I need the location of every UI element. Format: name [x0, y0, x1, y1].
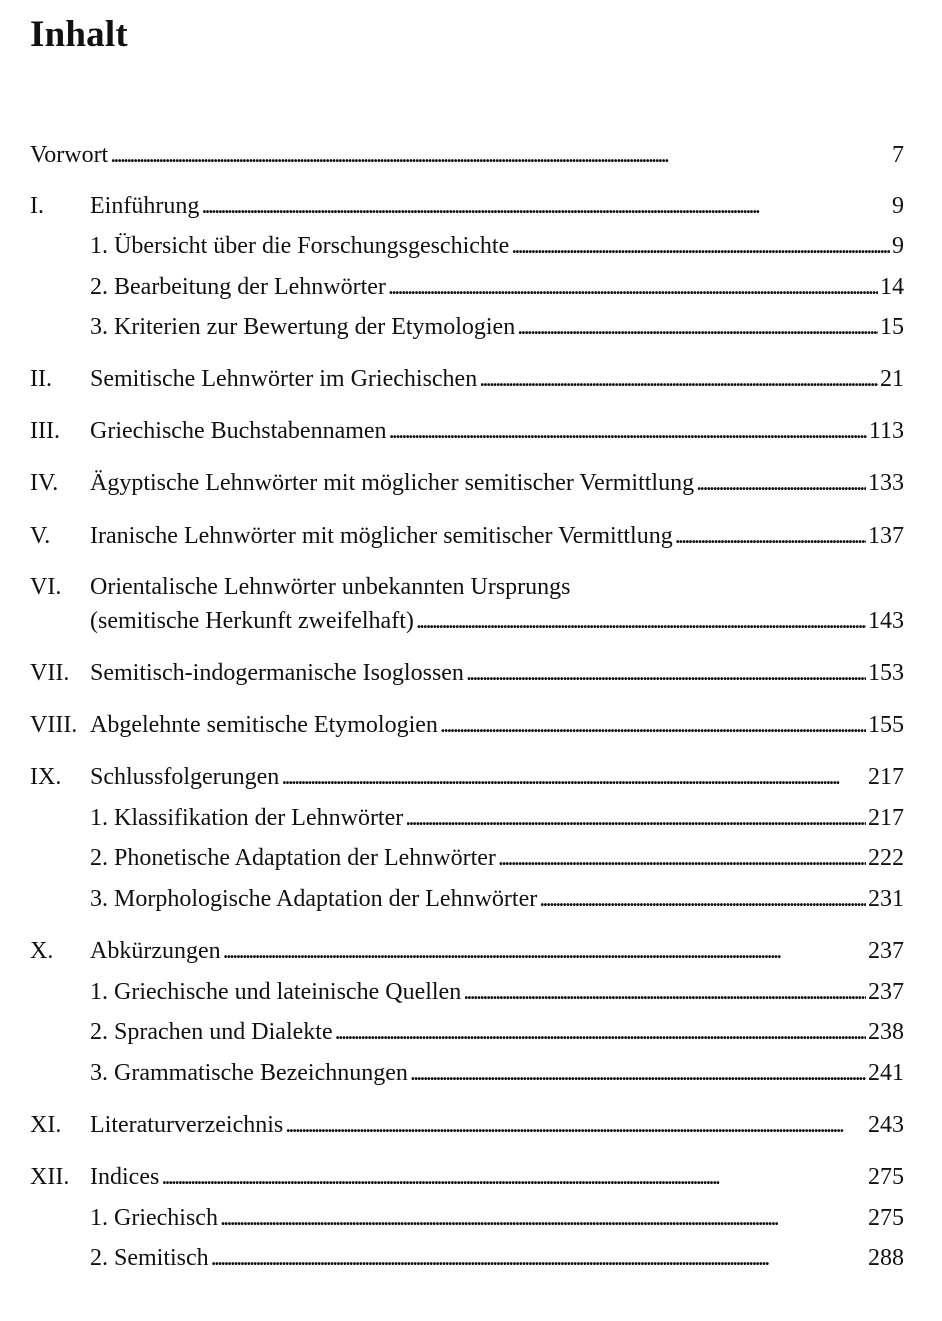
toc-page-number: 9	[892, 233, 904, 259]
toc-entry-chapter-6-line-1[interactable]	[30, 570, 904, 604]
toc-entry-section-9-3[interactable]	[30, 882, 904, 916]
toc-page-number: 7	[892, 142, 904, 168]
chapter-number: VI.	[30, 574, 62, 600]
toc-entry-label: Abgelehnte semitische Etymologien	[90, 712, 438, 738]
toc-entry-vorwort[interactable]	[30, 138, 904, 172]
toc-entry-label: Schlussfolgerungen	[90, 764, 280, 790]
dot-leader	[405, 801, 866, 835]
chapter-number: II.	[30, 366, 52, 392]
toc-entry-chapter-4[interactable]	[30, 466, 904, 500]
dot-leader	[223, 934, 866, 968]
chapter-number: IV.	[30, 470, 59, 496]
toc-entry-label: (semitische Herkunft zweifelhaft)	[90, 608, 414, 634]
chapter-number: XI.	[30, 1112, 62, 1138]
chapter-number: IX.	[30, 764, 62, 790]
dot-leader	[440, 708, 866, 742]
toc-entry-chapter-2[interactable]	[30, 362, 904, 396]
toc-entry-chapter-12[interactable]	[30, 1160, 904, 1194]
chapter-number: VII.	[30, 660, 70, 686]
toc-entry-label: 3. Kriterien zur Bewertung der Etymologien	[90, 314, 516, 340]
toc-entry-section-10-2[interactable]	[30, 1015, 904, 1049]
toc-entry-label: 1. Übersicht über die Forschungsgeschichte	[90, 233, 510, 259]
toc-entry-section-9-2[interactable]	[30, 841, 904, 875]
dot-leader	[389, 414, 867, 448]
chapter-number: V.	[30, 523, 51, 549]
toc-entry-chapter-7[interactable]	[30, 656, 904, 690]
table-of-contents	[30, 0, 904, 1321]
toc-entry-label: Griechische Buchstabennamen	[90, 418, 387, 444]
dot-leader	[211, 1241, 866, 1275]
dot-leader	[281, 760, 866, 794]
toc-entry-chapter-6[interactable]	[30, 604, 904, 638]
page-title: Inhalt	[30, 14, 128, 55]
toc-page-number: 222	[868, 845, 904, 871]
toc-entry-chapter-10[interactable]	[30, 934, 904, 968]
toc-page-number: 241	[868, 1060, 904, 1086]
toc-page-number: 14	[880, 274, 904, 300]
toc-page-number: 237	[868, 938, 904, 964]
dot-leader	[110, 138, 890, 172]
dot-leader	[479, 362, 878, 396]
toc-entry-label: Indices	[90, 1164, 160, 1190]
toc-entry-label: 1. Griechisch	[90, 1205, 218, 1231]
toc-page-number: 155	[868, 712, 904, 738]
toc-page-number: 237	[868, 979, 904, 1005]
toc-page-number: 275	[868, 1205, 904, 1231]
dot-leader	[220, 1201, 866, 1235]
toc-entry-chapter-5[interactable]	[30, 519, 904, 553]
dot-leader	[161, 1160, 866, 1194]
toc-entry-label: 2. Bearbeitung der Lehnwörter	[90, 274, 386, 300]
dot-leader	[201, 189, 890, 223]
dot-leader	[463, 975, 866, 1009]
toc-entry-label: Ägyptische Lehnwörter mit möglicher semitischer Vermittlung	[90, 470, 695, 496]
toc-entry-label: Literaturverzeichnis	[90, 1112, 284, 1138]
chapter-number: XII.	[30, 1164, 70, 1190]
toc-page-number: 288	[868, 1245, 904, 1271]
toc-entry-label: 2. Phonetische Adaptation der Lehnwörter	[90, 845, 496, 871]
dot-leader	[335, 1015, 866, 1049]
toc-page-number: 275	[868, 1164, 904, 1190]
dot-leader	[498, 841, 866, 875]
toc-entry-chapter-9[interactable]	[30, 760, 904, 794]
toc-entry-section-9-1[interactable]	[30, 801, 904, 835]
chapter-number: I.	[30, 193, 44, 219]
dot-leader	[675, 519, 866, 553]
toc-page-number: 113	[868, 418, 904, 444]
toc-entry-label: 2. Sprachen und Dialekte	[90, 1019, 333, 1045]
toc-entry-section-12-1[interactable]	[30, 1201, 904, 1235]
dot-leader	[410, 1056, 866, 1090]
toc-page-number: 217	[868, 805, 904, 831]
dot-leader	[511, 229, 890, 263]
toc-entry-section-1-2[interactable]	[30, 270, 904, 304]
toc-entry-chapter-3[interactable]	[30, 414, 904, 448]
toc-page-number: 137	[868, 523, 904, 549]
toc-page-number: 231	[868, 886, 904, 912]
toc-page-number: 9	[892, 193, 904, 219]
toc-entry-label: Einführung	[90, 193, 200, 219]
dot-leader	[416, 604, 866, 638]
toc-page-number: 133	[868, 470, 904, 496]
toc-entry-label: Abkürzungen	[90, 938, 221, 964]
toc-page-number: 217	[868, 764, 904, 790]
toc-entry-label: Iranische Lehnwörter mit möglicher semitischer Vermittlung	[90, 523, 673, 549]
toc-entry-label: 1. Griechische und lateinische Quellen	[90, 979, 462, 1005]
dot-leader	[696, 466, 866, 500]
toc-entry-section-12-2[interactable]	[30, 1241, 904, 1275]
toc-entry-chapter-11[interactable]	[30, 1108, 904, 1142]
toc-entry-label: Semitische Lehnwörter im Griechischen	[90, 366, 478, 392]
toc-page-number: 153	[868, 660, 904, 686]
toc-entry-chapter-1[interactable]	[30, 189, 904, 223]
toc-entry-label: 1. Klassifikation der Lehnwörter	[90, 805, 404, 831]
toc-page-number: 238	[868, 1019, 904, 1045]
chapter-number: X.	[30, 938, 54, 964]
toc-page-number: 21	[880, 366, 904, 392]
toc-entry-label: Semitisch-indogermanische Isoglossen	[90, 660, 464, 686]
toc-page-number: 15	[880, 314, 904, 340]
toc-entry-label-line-1: Orientalische Lehnwörter unbekannten Ursprungs	[90, 574, 571, 600]
dot-leader	[388, 270, 878, 304]
toc-entry-label: Vorwort	[30, 142, 109, 168]
chapter-number: III.	[30, 418, 60, 444]
chapter-number: VIII.	[30, 712, 78, 738]
toc-entry-chapter-8[interactable]	[30, 708, 904, 742]
toc-entry-section-1-3[interactable]	[30, 310, 904, 344]
toc-page-number: 143	[868, 608, 904, 634]
dot-leader	[466, 656, 866, 690]
toc-entry-section-10-1[interactable]	[30, 975, 904, 1009]
toc-entry-label: 2. Semitisch	[90, 1245, 209, 1271]
dot-leader	[285, 1108, 866, 1142]
dot-leader	[539, 882, 866, 916]
toc-entry-section-1-1[interactable]	[30, 229, 904, 263]
toc-page-number: 243	[868, 1112, 904, 1138]
dot-leader	[517, 310, 878, 344]
toc-entry-section-10-3[interactable]	[30, 1056, 904, 1090]
toc-entry-label: 3. Morphologische Adaptation der Lehnwörter	[90, 886, 538, 912]
toc-entry-label: 3. Grammatische Bezeichnungen	[90, 1060, 408, 1086]
